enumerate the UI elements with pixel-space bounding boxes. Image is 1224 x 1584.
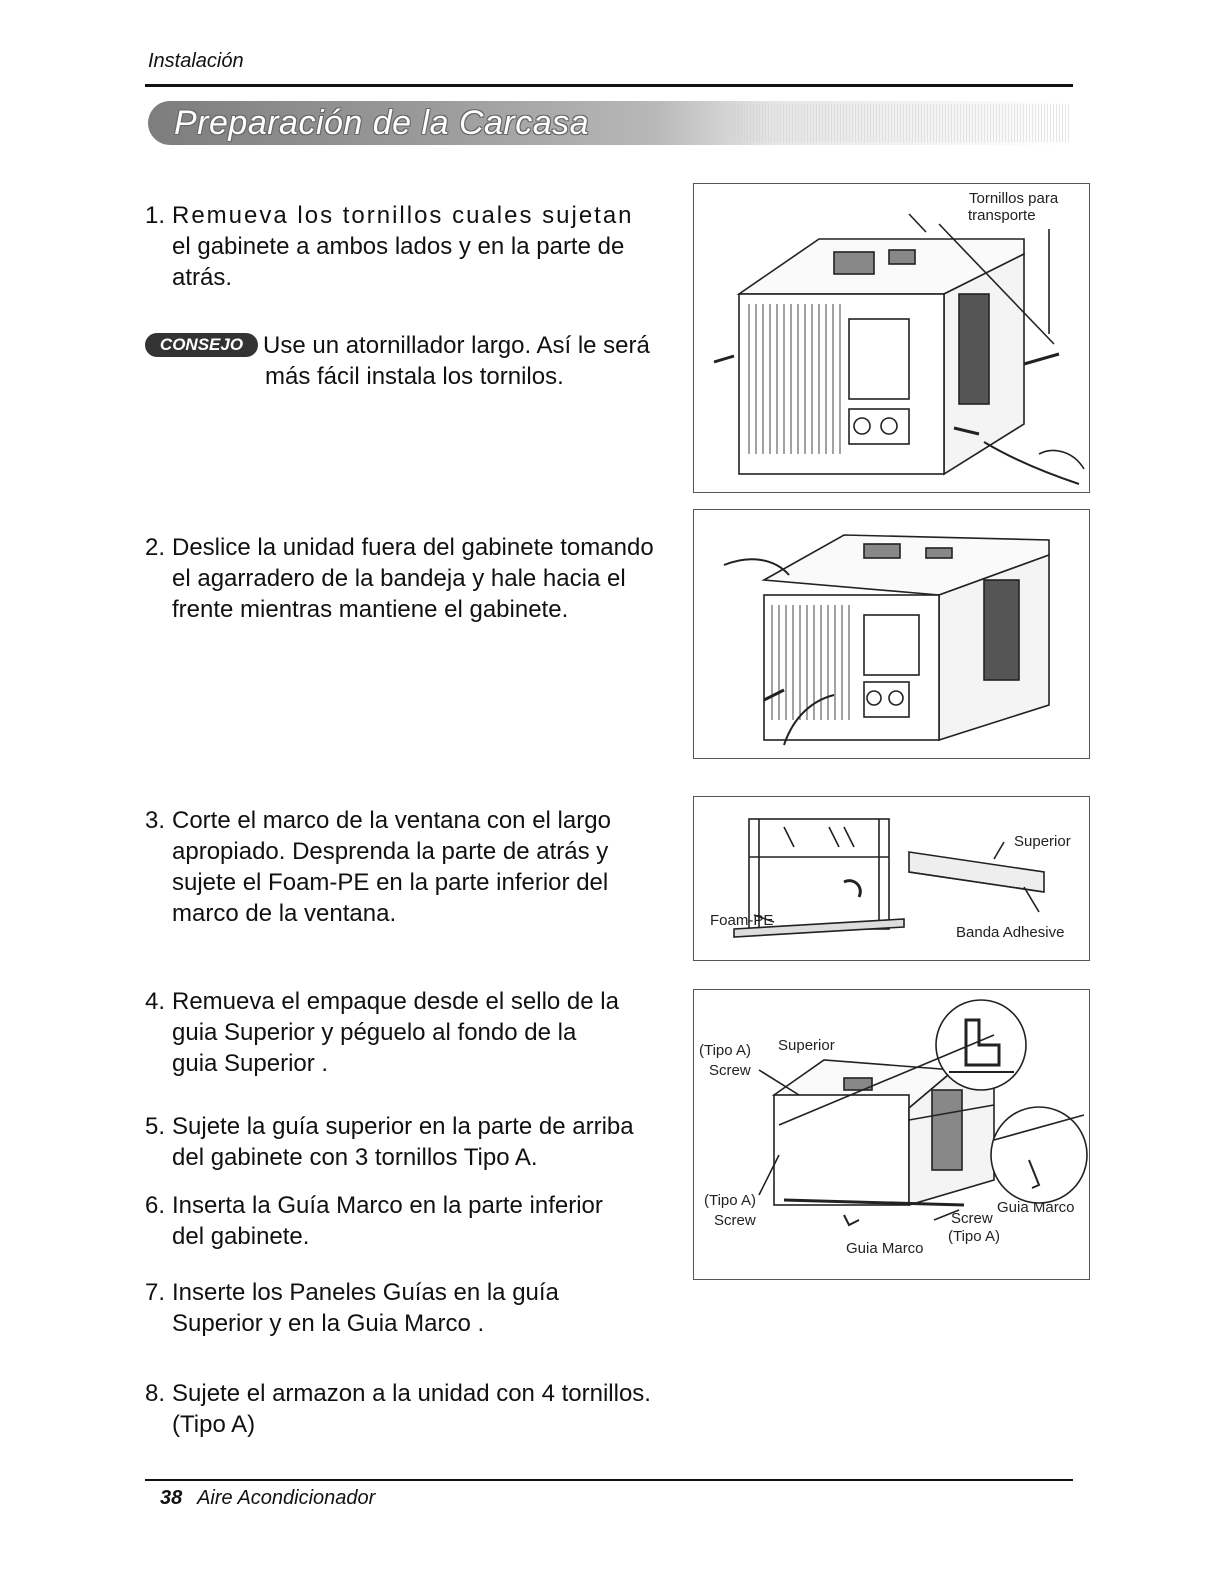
figure-guides-assembly [693,989,1090,1280]
step-line: guia Superior . [172,1050,329,1077]
step-line: marco de la ventana. [172,900,397,927]
bottom-rule [145,1479,1073,1481]
step-number: 3. [145,807,166,834]
step-1 [145,200,634,293]
fig4-label: Screw [714,1212,756,1229]
step-line: Inserte los Paneles Guías en la guía [172,1279,559,1306]
tip-badge: CONSEJO [145,333,258,357]
step-3 [145,805,611,929]
step-number: 2. [145,534,166,561]
step-number: 6. [145,1192,166,1219]
fig4-label: (Tipo A) [948,1228,1000,1245]
fig4-label: (Tipo A) [699,1042,751,1059]
step-line: Remueva el empaque desde el sello de la [172,988,619,1015]
step-2 [145,532,654,625]
step-line: el agarradero de la bandeja y hale hacia el [172,565,626,592]
step-line: del gabinete con 3 tornillos Tipo A. [172,1144,538,1171]
step-line: el gabinete a ambos lados y en la parte de [172,233,625,260]
banner-pattern [720,104,1070,142]
figure-window-frame [693,796,1090,961]
footer [160,1487,375,1510]
footer-title: Aire Acondicionador [197,1487,376,1509]
section-label: Instalación [148,50,244,72]
tip-line: Use un atornillador largo. Así le será [263,332,650,359]
step-line: (Tipo A) [172,1411,256,1438]
top-rule [145,84,1073,87]
guides-assembly-illustration [694,990,1089,1279]
step-line: del gabinete. [172,1223,310,1250]
step-line: apropiado. Desprenda la parte de atrás y [172,838,609,865]
step-line: Corte el marco de la ventana con el largo [172,807,611,834]
step-number: 5. [145,1113,166,1140]
step-4 [145,986,619,1079]
banner-title: Preparación de la Carcasa [174,104,590,142]
fig4-label: Screw [951,1210,993,1227]
step-number: 8. [145,1380,166,1407]
fig3-label-foam: Foam-PE [710,912,774,929]
step-line: Inserta la Guía Marco en la parte inferior [172,1192,603,1219]
step-5 [145,1111,634,1173]
step-number: 4. [145,988,166,1015]
fig4-label: Guia Marco [997,1199,1075,1216]
step-line: atrás. [172,264,233,291]
fig1-label: Tornillos para [969,190,1059,207]
fig4-label: (Tipo A) [704,1192,756,1209]
figure-slide-unit [693,509,1090,759]
ac-unit-screws-illustration [694,184,1089,492]
step-number: 7. [145,1279,166,1306]
ac-unit-slide-illustration [694,510,1089,758]
step-line: frente mientras mantiene el gabinete. [172,596,569,623]
tip-line: más fácil instala los tornilos. [265,363,564,390]
step-line: Deslice la unidad fuera del gabinete tomando [172,534,654,561]
figure-remove-screws [693,183,1090,493]
step-line: Sujete el armazon a la unidad con 4 tornillos. [172,1380,651,1407]
fig4-label: Screw [709,1062,751,1079]
step-line: guia Superior y péguelo al fondo de la [172,1019,577,1046]
step-7 [145,1277,559,1339]
step-number: 1. [145,202,166,229]
fig4-label: Guia Marco [846,1240,924,1257]
fig1-label: transporte [968,207,1036,224]
page-number: 38 [160,1487,183,1509]
step-line: Remueva los tornillos cuales sujetan [172,202,634,229]
step-6 [145,1190,603,1252]
fig3-label-superior: Superior [1014,833,1071,850]
step-8 [145,1378,651,1440]
fig4-label: Superior [778,1037,835,1054]
fig3-label-banda: Banda Adhesive [956,924,1065,941]
step-line: Superior y en la Guia Marco . [172,1310,485,1337]
step-line: Sujete la guía superior en la parte de arriba [172,1113,634,1140]
step-line: sujete el Foam-PE en la parte inferior del [172,869,609,896]
